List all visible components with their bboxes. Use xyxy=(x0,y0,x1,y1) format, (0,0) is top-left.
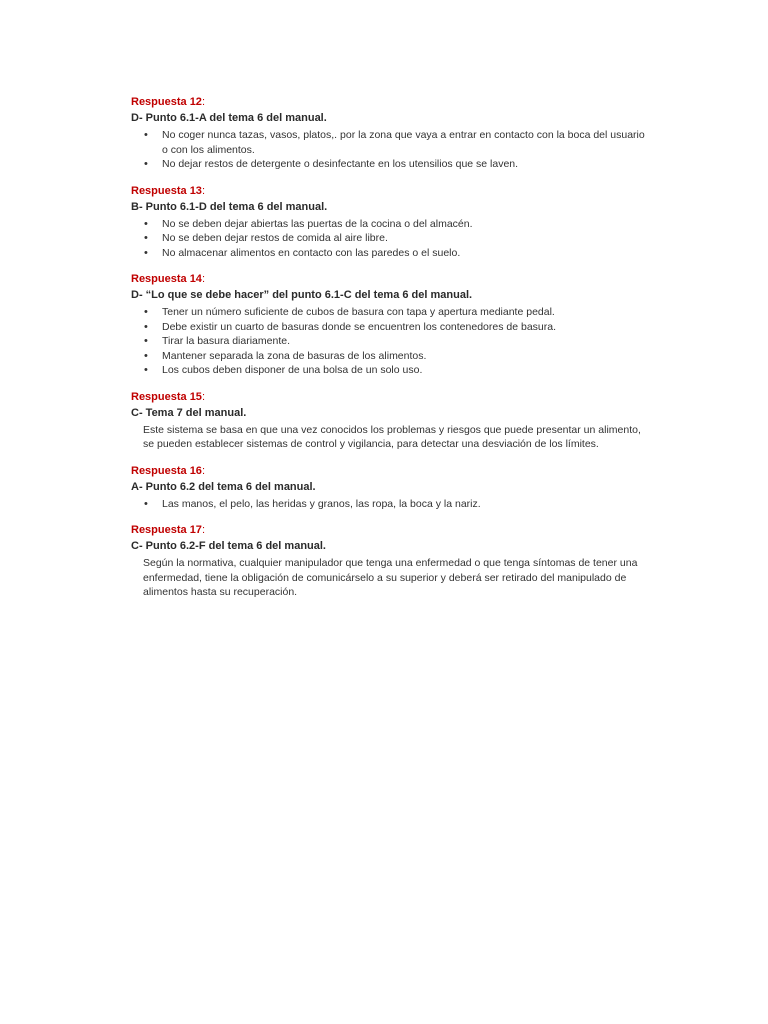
answer-section-14 xyxy=(131,272,651,378)
bullet-list xyxy=(131,217,651,261)
answer-title: Respuesta 12: xyxy=(131,96,205,108)
answer-paragraph: Según la normativa, cualquier manipulador que tenga una enfermedad o que tenga síntomas de tener una enfermedad, tiene la obligación de comunicárselo a su superior y deberá ser retirado del manipulado de alimentos hasta su recuperación. xyxy=(143,557,638,598)
bullet-item: • Los cubos deben disponer de una bolsa de un solo uso. xyxy=(144,363,651,378)
answer-title: Respuesta 13: xyxy=(131,184,205,197)
bullet-item: • Mantener separada la zona de basuras de los alimentos. xyxy=(144,349,651,364)
bullet-item: • No dejar restos de detergente o desinfectante en los utensilios que se laven. xyxy=(144,157,651,172)
answer-reference: C- Tema 7 del manual. xyxy=(131,406,247,419)
answer-reference: D- “Lo que se debe hacer” del punto 6.1-C del tema 6 del manual. xyxy=(131,289,473,301)
bullet-list xyxy=(131,128,651,172)
answer-reference: D- Punto 6.1-A del tema 6 del manual. xyxy=(131,112,327,124)
bullet-item: • No se deben dejar abiertas las puertas de la cocina o del almacén. xyxy=(144,217,651,232)
document-content xyxy=(131,95,651,612)
answer-section-13 xyxy=(131,184,651,261)
bullet-item: • Tirar la basura diariamente. xyxy=(144,334,651,349)
answer-title: Respuesta 16: xyxy=(131,464,205,477)
bullet-list xyxy=(131,305,651,378)
bullet-item: • Debe existir un cuarto de basuras donde se encuentren los contenedores de basura. xyxy=(144,320,651,335)
bullet-item: • No coger nunca tazas, vasos, platos,. por la zona que vaya a entrar en contacto con la boca del usuario o con los alimentos. xyxy=(144,128,651,157)
answer-title: Respuesta 17: xyxy=(131,524,205,536)
answer-section-16 xyxy=(131,464,651,512)
answer-section-17 xyxy=(131,523,651,600)
bullet-item: • Tener un número suficiente de cubos de basura con tapa y apertura mediante pedal. xyxy=(144,305,651,320)
answer-section-12 xyxy=(131,95,651,172)
answer-reference: B- Punto 6.1-D del tema 6 del manual. xyxy=(131,200,328,213)
answer-reference: A- Punto 6.2 del tema 6 del manual. xyxy=(131,480,316,493)
answer-title: Respuesta 15: xyxy=(131,390,205,403)
bullet-list xyxy=(131,497,651,512)
answer-section-15 xyxy=(131,390,651,452)
bullet-item: • No se deben dejar restos de comida al aire libre. xyxy=(144,231,651,246)
answer-reference: C- Punto 6.2-F del tema 6 del manual. xyxy=(131,540,326,552)
bullet-item: • Las manos, el pelo, las heridas y granos, las ropa, la boca y la nariz. xyxy=(144,497,651,512)
answer-paragraph: Este sistema se basa en que una vez conocidos los problemas y riesgos que puede presentar un alimento, se pueden establecer sistemas de control y vigilancia, para detectar una desviación de los límites. xyxy=(143,423,641,450)
bullet-item: • No almacenar alimentos en contacto con las paredes o el suelo. xyxy=(144,246,651,261)
answer-title: Respuesta 14: xyxy=(131,273,205,285)
